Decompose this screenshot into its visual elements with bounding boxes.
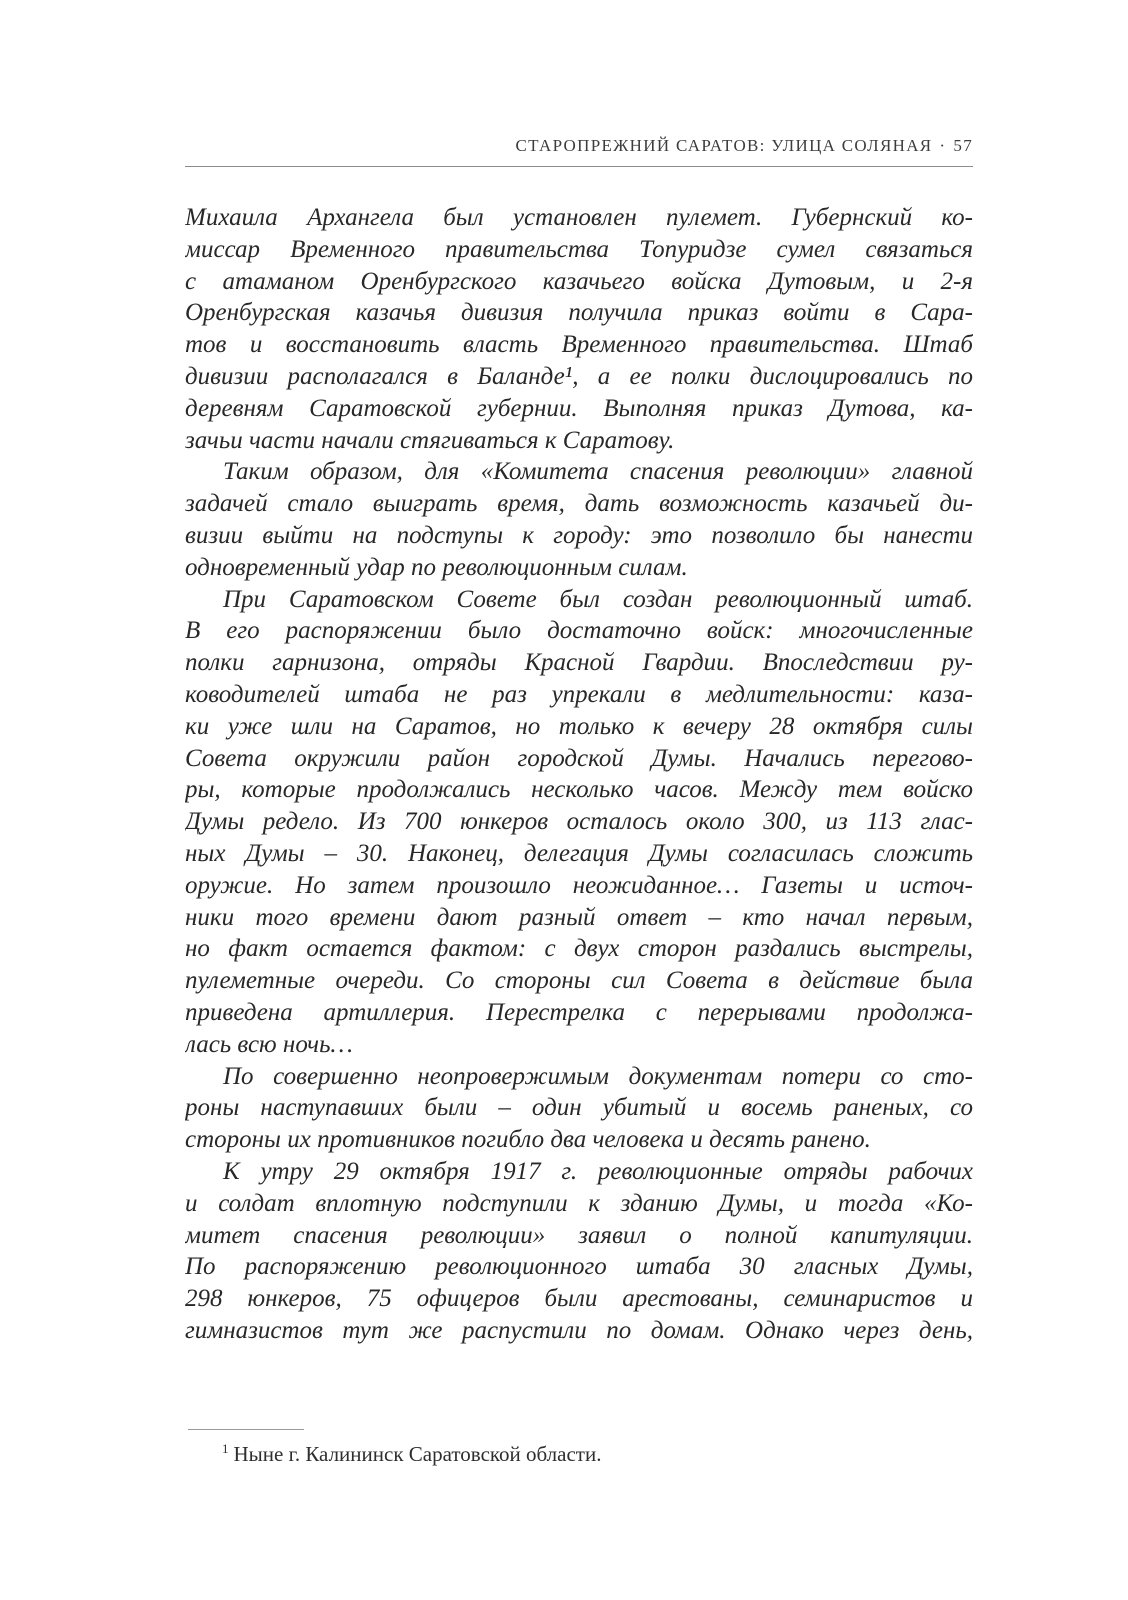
text-line: зачьи части начали стягиваться к Саратову. — [185, 426, 675, 454]
footnote-rule — [188, 1429, 304, 1430]
text-line: пулеметные очереди. Со стороны сил Совета в действие была — [185, 967, 973, 995]
text-line: стороны их противников погибло два человека и десять ранено. — [185, 1126, 871, 1154]
running-head-divider: · — [939, 136, 947, 155]
text-line: митет спасения революции» заявил о полной капитуляции. — [185, 1221, 973, 1249]
text-line: роны наступавших были – один убитый и восемь раненых, со — [185, 1094, 973, 1122]
text-line: ководителей штаба не раз упрекали в медлительности: каза- — [185, 680, 973, 708]
text-line: В его распоряжении было достаточно войск: многочисленные — [185, 617, 973, 645]
text-line: Оренбургская казачья дивизия получила приказ войти в Сара- — [185, 299, 973, 327]
text-line: визии выйти на подступы к городу: это позволило бы нанести — [185, 521, 973, 549]
text-line: с атаманом Оренбургского казачьего войска Дутовым, и 2-я — [185, 267, 973, 295]
running-title: СТАРОПРЕЖНИЙ САРАТОВ: УЛИЦА СОЛЯНАЯ — [515, 136, 933, 155]
text-line: лась всю ночь… — [185, 1030, 353, 1058]
body-text — [185, 202, 973, 1347]
text-line: миссар Временного правительства Топуридзе сумел связаться — [185, 235, 973, 263]
text-line: одновременный удар по революционным силам. — [185, 553, 688, 581]
text-line: ники того времени дают разный ответ – кто начал первым, — [185, 903, 973, 931]
text-line: Совета окружили район городской Думы. Начались перегово- — [185, 744, 973, 772]
text-line: но факт остается фактом: с двух сторон раздались выстрелы, — [185, 935, 973, 963]
text-line: задачей стало выиграть время, дать возможность казачьей ди- — [185, 490, 973, 518]
text-line: и солдат вплотную подступили к зданию Думы, и тогда «Ко- — [185, 1189, 973, 1217]
running-head — [185, 136, 973, 156]
text-line: ры, которые продолжались несколько часов. Между тем войско — [185, 776, 973, 804]
text-line: тов и восстановить власть Временного правительства. Штаб — [185, 331, 973, 359]
header-rule — [185, 166, 973, 167]
text-line: К утру 29 октября 1917 г. революционные отряды рабочих — [223, 1157, 973, 1185]
page-number: 57 — [953, 136, 973, 155]
text-line: Таким образом, для «Комитета спасения революции» главной — [223, 458, 973, 486]
text-line: ных Думы – 30. Наконец, делегация Думы согласилась сложить — [185, 839, 973, 867]
text-line: оружие. Но затем произошло неожиданное… Газеты и источ- — [185, 871, 973, 899]
text-line: По совершенно неопровержимым документам потери со сто- — [223, 1062, 973, 1090]
text-line: дивизии располагался в Баланде¹, а ее полки дислоцировались по — [185, 362, 973, 390]
text-line: Думы редело. Из 700 юнкеров осталось около 300, из 113 глас- — [185, 808, 973, 836]
text-line: 298 юнкеров, 75 офицеров были арестованы, семинаристов и — [185, 1285, 973, 1313]
text-line: ки уже шли на Саратов, но только к вечеру 28 октября силы — [185, 712, 973, 740]
text-line: полки гарнизона, отряды Красной Гвардии. Впоследствии ру- — [185, 649, 973, 677]
text-line: приведена артиллерия. Перестрелка с перерывами продолжа- — [185, 998, 973, 1026]
text-line: Михаила Архангела был установлен пулемет. Губернский ко- — [185, 204, 973, 231]
footnote — [185, 1440, 973, 1468]
text-line: гимназистов тут же распустили по домам. Однако через день, — [185, 1316, 973, 1344]
text-line: деревням Саратовской губернии. Выполняя приказ Дутова, ка- — [185, 394, 973, 422]
text-line: По распоряжению революционного штаба 30 гласных Думы, — [185, 1253, 973, 1281]
text-line: При Саратовском Совете был создан революционный штаб. — [223, 585, 973, 613]
footnote-marker: 1 — [222, 1441, 229, 1456]
footnote-text: Ныне г. Калининск Саратовской области. — [233, 1442, 602, 1466]
